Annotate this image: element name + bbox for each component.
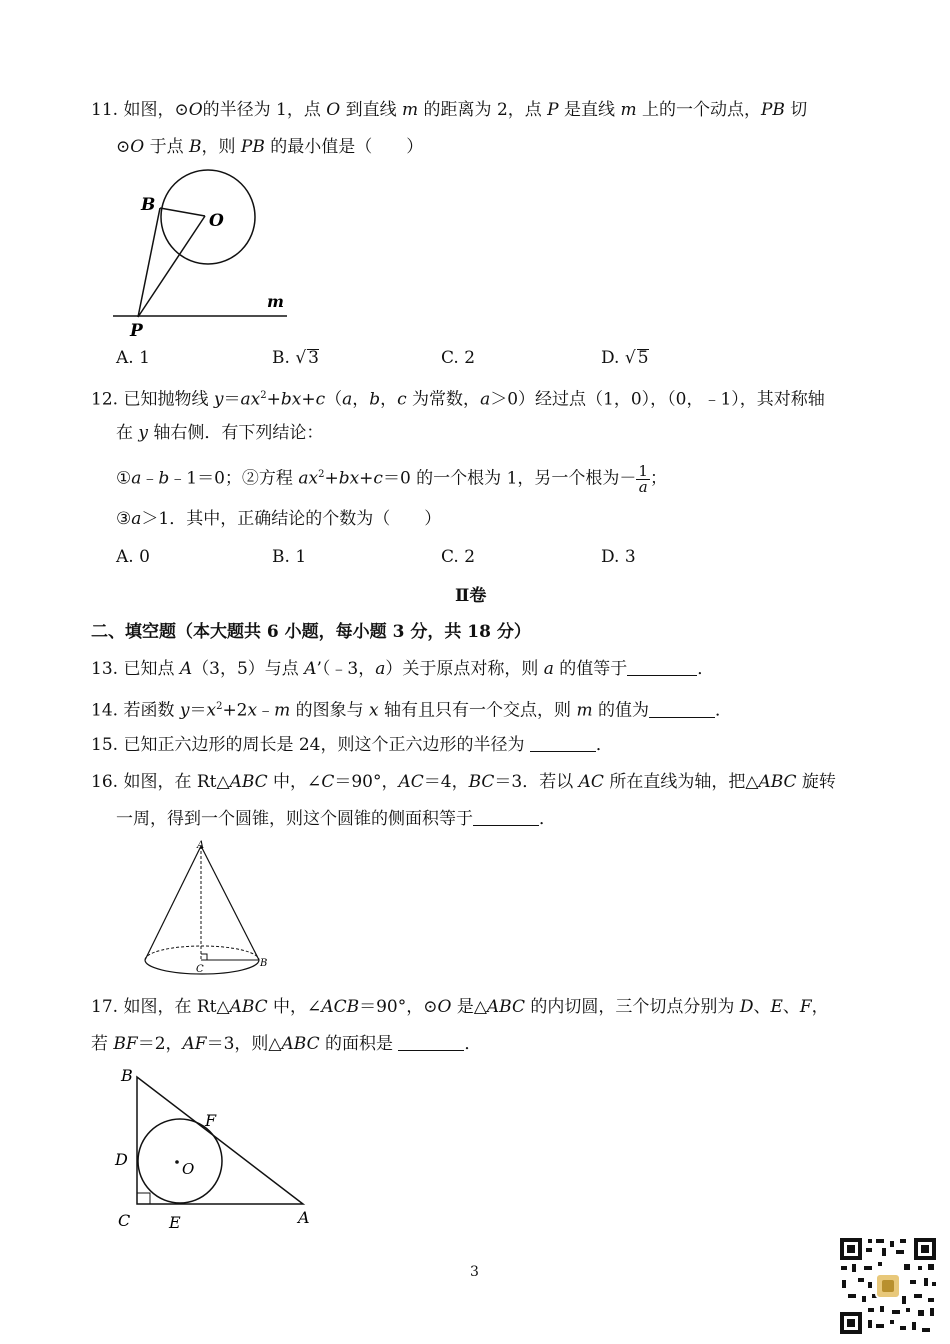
q13: 13. 已知点 A（3，5）与点 A’（﹣3，a）关于原点对称，则 a 的值等于 ． bbox=[91, 659, 715, 679]
q11-option-b: B. √ 3 bbox=[272, 348, 319, 368]
q16-answer-blank[interactable] bbox=[473, 807, 539, 826]
q16-cone-right-edge bbox=[201, 846, 259, 960]
q11-number: 11. bbox=[91, 100, 119, 120]
q12-line3: ①a﹣b﹣1＝0；②方程 $ax^2+bx+c=0$ 的一个根为 1，另一个根为－ $\frac{1}{a}$ ； bbox=[116, 461, 667, 496]
q12-fraction: $\frac{1}{a}$ bbox=[638, 461, 648, 496]
q17-line1: 17. 如图，在 Rt△ABC 中，∠ACB＝90°，⊙O 是△ABC 的内切圆，三个切点分别为 D、E、F， bbox=[91, 997, 829, 1017]
q12-line2: 在 y 轴右侧．有下列结论： bbox=[116, 423, 324, 443]
q11-label-b: B bbox=[141, 195, 156, 215]
q11-label-p: P bbox=[130, 321, 143, 341]
qr-code-icon bbox=[838, 1236, 938, 1336]
q16-cone-figure bbox=[135, 838, 280, 983]
q11-circle bbox=[161, 170, 255, 264]
q16-line2: 一周，得到一个圆锥，则这个圆锥的侧面积等于 ． bbox=[116, 809, 556, 829]
q17-label-c: C bbox=[118, 1211, 131, 1230]
q16-label-b: B bbox=[260, 958, 268, 969]
q12-line1: 12. 已知抛物线 $y=ax^2+bx+c(a$，b，c 为常数，a＞0）经过点（1，0），（0，﹣1），其对称轴 bbox=[91, 389, 825, 410]
q14-answer-blank[interactable] bbox=[649, 699, 715, 718]
q11-option-a: A. 1 bbox=[116, 348, 150, 368]
q17-number: 17. bbox=[91, 997, 119, 1017]
q17-label-f: F bbox=[205, 1111, 217, 1130]
q17-center-dot bbox=[175, 1160, 179, 1164]
q11-line2: ⊙O 于点 B，则 PB 的最小值是（ ） bbox=[116, 137, 424, 157]
q17-triangle bbox=[137, 1077, 303, 1204]
q16-cone-left-edge bbox=[145, 846, 201, 960]
q16-line1: 16. 如图，在 Rt△ABC 中，∠C＝90°，AC＝4，BC＝3．若以 AC 所在直线为轴，把△ABC 旋转 bbox=[91, 772, 836, 792]
q14: 14. 若函数 $y=x^2+2x﹣m$ 的图象与 x 轴有且只有一个交点，则 m 的值为 ． bbox=[91, 700, 732, 721]
q12-number: 12. bbox=[91, 389, 119, 410]
q11-label-m: m bbox=[267, 292, 284, 311]
q17-incircle bbox=[138, 1119, 222, 1203]
q16-label-c: C bbox=[196, 964, 204, 975]
q15-number: 15. bbox=[91, 735, 119, 755]
q11-option-d: D. √ 5 bbox=[601, 348, 649, 368]
q17-label-a: A bbox=[298, 1208, 310, 1227]
q17-label-d: D bbox=[115, 1150, 128, 1169]
q12-line4: ③a＞1．其中，正确结论的个数为（ ） bbox=[116, 509, 442, 529]
q15: 15. 已知正六边形的周长是 24，则这个正六边形的半径为 ． bbox=[91, 735, 613, 755]
section-2-title: Ⅱ卷 bbox=[455, 586, 487, 606]
q17-line2: 若 BF＝2，AF＝3，则△ABC 的面积是 ． bbox=[91, 1034, 482, 1054]
q12-option-b: B. 1 bbox=[272, 547, 307, 567]
q17-right-angle-mark bbox=[137, 1193, 150, 1204]
q11-label-o: O bbox=[209, 211, 224, 231]
q17-label-o: O bbox=[182, 1160, 195, 1178]
q12-option-c: C. 2 bbox=[441, 547, 476, 567]
q11-line1: 11. 如图，⊙O的半径为 1，点 O 到直线 m 的距离为 2，点 P 是直线 m 上的一个动点，PB 切 bbox=[91, 100, 808, 120]
q16-cone-base-back bbox=[145, 946, 259, 960]
q11-figure bbox=[105, 160, 305, 345]
q12-option-d: D. 3 bbox=[601, 547, 636, 567]
section-2-heading: 二、填空题（本大题共 6 小题，每小题 3 分，共 18 分） bbox=[91, 622, 531, 642]
q14-number: 14. bbox=[91, 700, 119, 721]
q12-option-a: A. 0 bbox=[116, 547, 150, 567]
q13-number: 13. bbox=[91, 659, 119, 679]
q17-label-e: E bbox=[169, 1213, 181, 1232]
q11-option-c: C. 2 bbox=[441, 348, 476, 368]
q17-answer-blank[interactable] bbox=[398, 1032, 464, 1051]
q16-number: 16. bbox=[91, 772, 119, 792]
q16-right-angle-mark bbox=[201, 954, 207, 960]
q13-answer-blank[interactable] bbox=[627, 657, 697, 676]
page-number: 3 bbox=[470, 1264, 479, 1280]
q11-segment-bo bbox=[160, 208, 205, 216]
q17-incircle-figure bbox=[105, 1060, 325, 1240]
q16-label-a: A bbox=[197, 840, 205, 851]
q17-label-b: B bbox=[121, 1066, 133, 1085]
q15-answer-blank[interactable] bbox=[530, 733, 596, 752]
